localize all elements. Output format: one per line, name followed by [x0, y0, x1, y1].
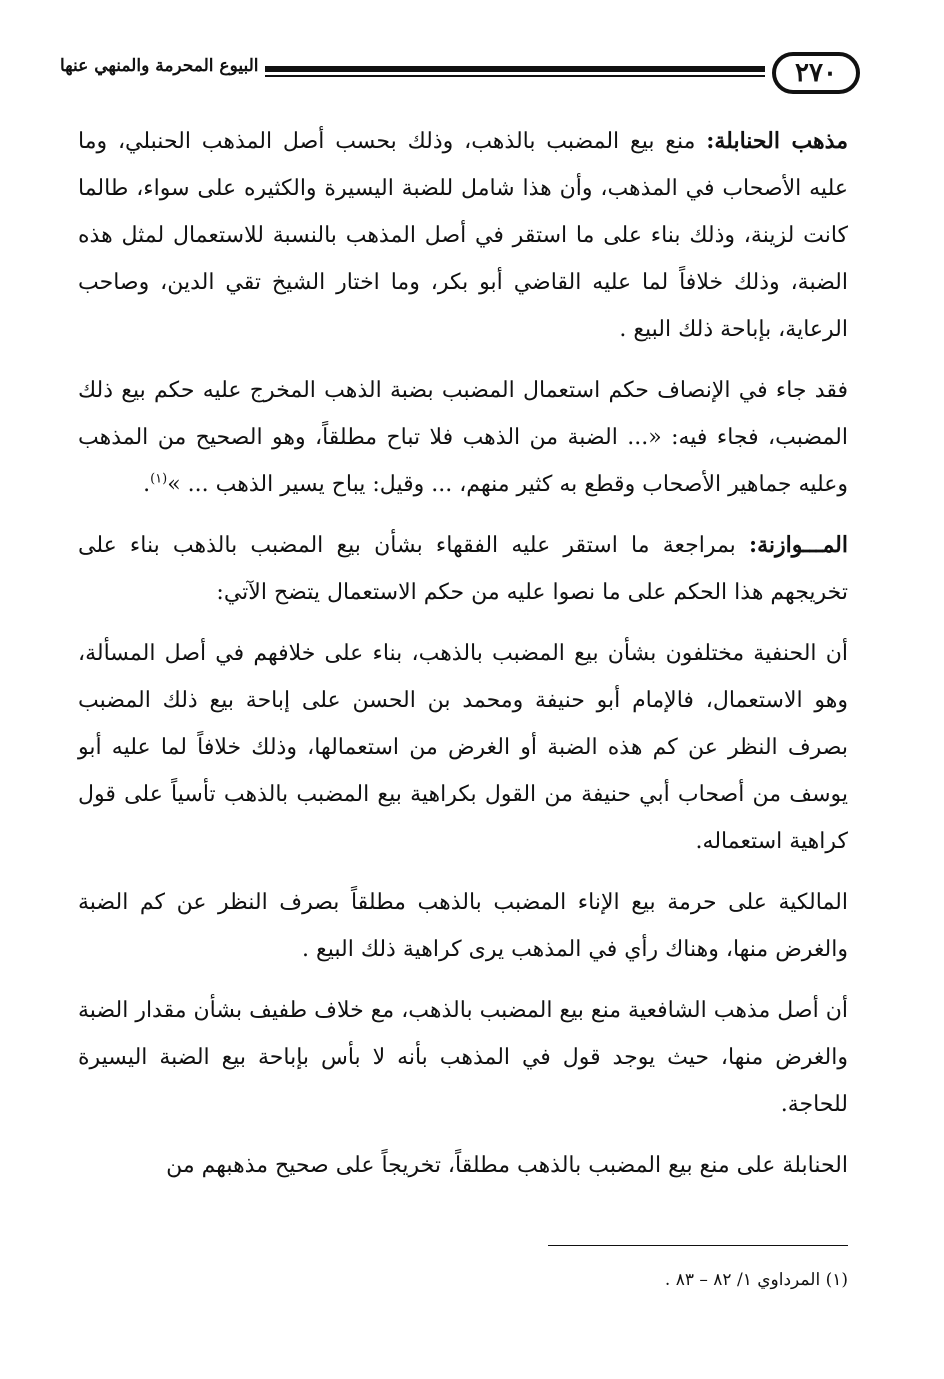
- header-rule: [265, 64, 765, 78]
- paragraph-text: منع بيع المضبب بالذهب، وذلك بحسب أصل المذهب الحنبلي، وما عليه الأصحاب في المذهب، وأن هذا شامل للضبة اليسيرة والكثيره على سواء، طالما كانت لزينة، وذلك بناء على ما استقر في أصل المذهب بالنسبة للاستعمال لمثل هذه الضبة، وذلك خلافاً لما عليه القاضي أبو بكر، وما اختار الشيخ تقي الدين، وصاحب الرعاية، بإباحة ذلك البيع .: [78, 129, 848, 342]
- paragraph-insaf-quote: [78, 367, 848, 508]
- paragraph-lead: المـــوازنة:: [748, 532, 848, 558]
- page-header: [60, 50, 860, 100]
- page-number: ٢٧٠: [772, 52, 860, 94]
- paragraph-text: بمراجعة ما استقر عليه الفقهاء بشأن بيع المضبب بالذهب بناء على تخريجهم هذا الحكم على ما نصوا عليه من حكم الاستعمال يتضح الآتي:: [78, 533, 848, 605]
- running-title: البيوع المحرمة والمنهي عنها: [60, 56, 259, 76]
- paragraph-text: فقد جاء في الإنصاف حكم استعمال المضبب بضبة الذهب المخرج عليه حكم بيع ذلك المضبب، فجاء فيه: «... الضبة من الذهب فلا تباح مطلقاً، وهو الصحيح من المذهب وعليه جماهير الأصحاب وقطع به كثير منهم، ... وقيل: يباح يسير الذهب ... »: [78, 378, 848, 497]
- paragraph-lead: مذهب الحنابلة:: [706, 128, 848, 154]
- paragraph-hanafi: أن الحنفية مختلفون بشأن بيع المضبب بالذهب، بناء على خلافهم في أصل المسألة، وهو الاستعمال، فالإمام أبو حنيفة ومحمد بن الحسن على إباحة بيع ذلك المضبب بصرف النظر عن كم هذه الضبة أو الغرض من استعمالها، وذلك خلافاً لما عليه أبو يوسف من أصحاب أبي حنيفة من القول بكراهية بيع المضبب بالذهب تأسياً على قول كراهية استعماله.: [78, 641, 848, 854]
- main-text: [78, 118, 848, 1203]
- paragraph-maliki: المالكية على حرمة بيع الإناء المضبب بالذهب مطلقاً بصرف النظر عن كم الضبة والغرض منها، وهناك رأي في المذهب يرى كراهية ذلك البيع .: [78, 890, 848, 962]
- footnote-1: (١) المرداوي ١/ ٨٢ – ٨٣ .: [664, 1270, 848, 1290]
- paragraph-shafii: أن أصل مذهب الشافعية منع بيع المضبب بالذهب، مع خلاف طفيف بشأن مقدار الضبة والغرض منها، حيث يوجد قول في المذهب بأنه لا بأس بإباحة بيع الضبة اليسيرة للحاجة.: [78, 998, 848, 1117]
- paragraph-hanbali-summary: الحنابلة على منع بيع المضبب بالذهب مطلقاً، تخريجاً على صحيح مذهبهم من: [166, 1153, 848, 1178]
- paragraph-end: .: [143, 472, 151, 497]
- paragraph-comparison: [78, 522, 848, 616]
- paragraph-hanbali: [78, 118, 848, 353]
- footnote-reference[interactable]: (١): [150, 471, 168, 487]
- footnote-divider: [548, 1245, 848, 1246]
